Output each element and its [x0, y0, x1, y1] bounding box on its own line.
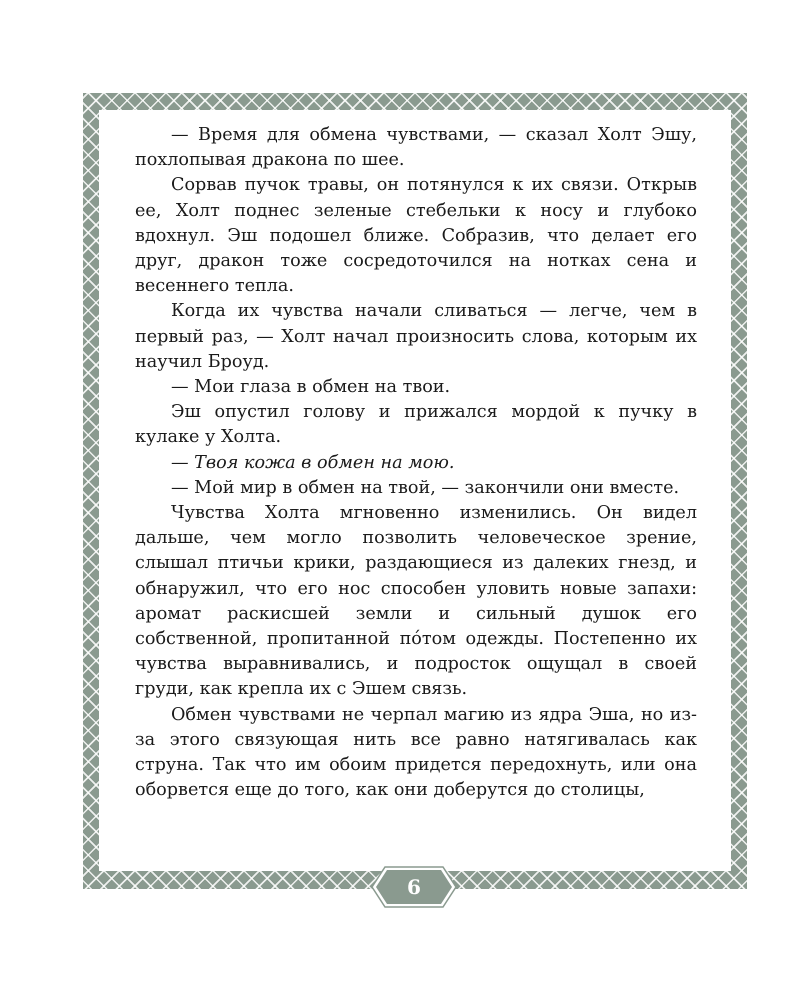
paragraph-8: Чувства Холта мгновенно изменились. Он видел дальше, чем могло позволить человеческое зрение, слышал птичьи крики, раздающиеся из далеких гнезд, и обнаружил, что его нос способен уловить новые запахи: аромат раскисшей земли и сильный душок его собственной, пропитанной пóтом одежды. Постепенно их чувства выравнивались, и подросток ощущал в своей груди, как крепла их с Эшем связь.: [135, 503, 697, 700]
paragraph-3: Когда их чувства начали сливаться — легче, чем в первый раз, — Холт начал произносить слова, которым их научил Броуд.: [135, 301, 697, 372]
paragraph-6-italic: — Твоя кожа в обмен на мою.: [171, 452, 455, 473]
page-number: 6: [407, 875, 421, 899]
paragraph-7: — Мой мир в обмен на твой, — закончили они вместе.: [171, 477, 680, 498]
paragraph-4: — Мои глаза в обмен на твои.: [171, 377, 451, 398]
paragraph-2: Сорвав пучок травы, он потянулся к их связи. Открыв ее, Холт поднес зеленые стебельки к носу и глубоко вдохнул. Эш подошел ближе. Собразив, что делает его друг, дракон тоже сосредоточился на нотках сена и весеннего тепла.: [135, 175, 697, 297]
page-number-badge: [371, 866, 457, 908]
paragraph-9: Обмен чувствами не черпал магию из ядра Эша, но из-за этого связующая нить все равно натягивалась как струна. Так что им обоим придется передохнуть, или она оборвется еще до того, как они доберутся до столицы,: [135, 704, 697, 801]
paragraph-5: Эш опустил голову и прижался мордой к пучку в кулаке у Холта.: [135, 402, 697, 448]
body-text: [135, 123, 697, 803]
paragraph-1: — Время для обмена чувствами, — сказал Холт Эшу, похлопывая дракона по шее.: [135, 125, 697, 171]
